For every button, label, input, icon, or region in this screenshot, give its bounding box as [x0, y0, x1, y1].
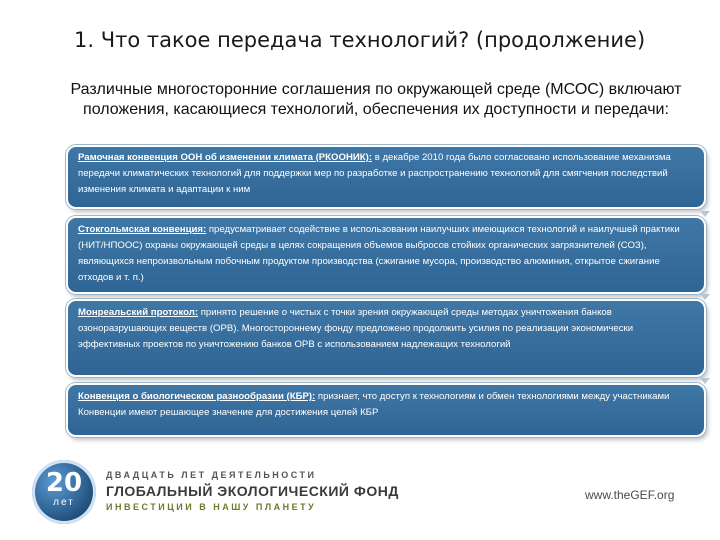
logo-caption: лет	[53, 497, 75, 508]
box-body: признает, что доступ к технологиям и обмен технологиями между участниками Конвенции имеют решающее значение для достижения целей КБР	[78, 391, 670, 418]
info-box-stockholm	[66, 216, 706, 294]
box-heading: Стокгольмская конвенция:	[78, 224, 207, 235]
chevron-down-icon	[700, 378, 710, 384]
box-body: в декабре 2010 года было согласовано использование механизма передачи климатических технологий для поддержки мер по разработке и распространению технологий для смягчения последствий изменения климата и адаптации к ним	[78, 152, 671, 195]
box-body: предусматривает содействие в использовании наилучших имеющихся технологий и наилучшей практики (НИТ/НПООС) охраны окружающей среды в целях сокращения объемов выбросов стойких органических загрязнителей (СОЗ), являющихся непроизвольным побочным продуктом производства (сжигание мусора, производство алюминия, открытое сжигание отходов и т. п.)	[78, 224, 680, 283]
box-body: принято решение о чистых с точки зрения окружающей среды методах уничтожения банков озоноразрушающих веществ (ОРВ). Многостороннему фонду предложено продолжить усилия по реализации экономически эффективных проектов по уничтожению банков ОРВ с использованием надлежащих технологий	[78, 307, 634, 350]
chevron-down-icon	[700, 211, 710, 217]
slide-subtitle: Различные многосторонние соглашения по окружающей среде (МСОС) включают положения, касающиеся технологий, обеспечения их доступности и передачи:	[70, 81, 682, 118]
footer-org-name: ГЛОБАЛЬНЫЙ ЭКОЛОГИЧЕСКИЙ ФОНД	[106, 483, 399, 499]
info-box-montreal	[66, 299, 706, 377]
chevron-down-icon	[700, 294, 710, 300]
website-link[interactable]: www.theGEF.org	[585, 488, 675, 502]
slide-title: 1. Что такое передача технологий? (продолжение)	[74, 28, 646, 52]
info-box-cbd	[66, 383, 706, 437]
footer-tagline-bottom: ИНВЕСТИЦИИ В НАШУ ПЛАНЕТУ	[106, 502, 317, 512]
footer-tagline-top: ДВАДЦАТЬ ЛЕТ ДЕЯТЕЛЬНОСТИ	[106, 470, 317, 480]
logo-number: 20	[45, 468, 83, 498]
box-heading: Рамочная конвенция ООН об изменении климата (РКООНИК):	[78, 152, 373, 163]
box-heading: Конвенция о биологическом разнообразии (КБР):	[78, 391, 316, 402]
info-box-unfccc	[66, 145, 706, 209]
box-heading: Монреальский протокол:	[78, 307, 199, 318]
